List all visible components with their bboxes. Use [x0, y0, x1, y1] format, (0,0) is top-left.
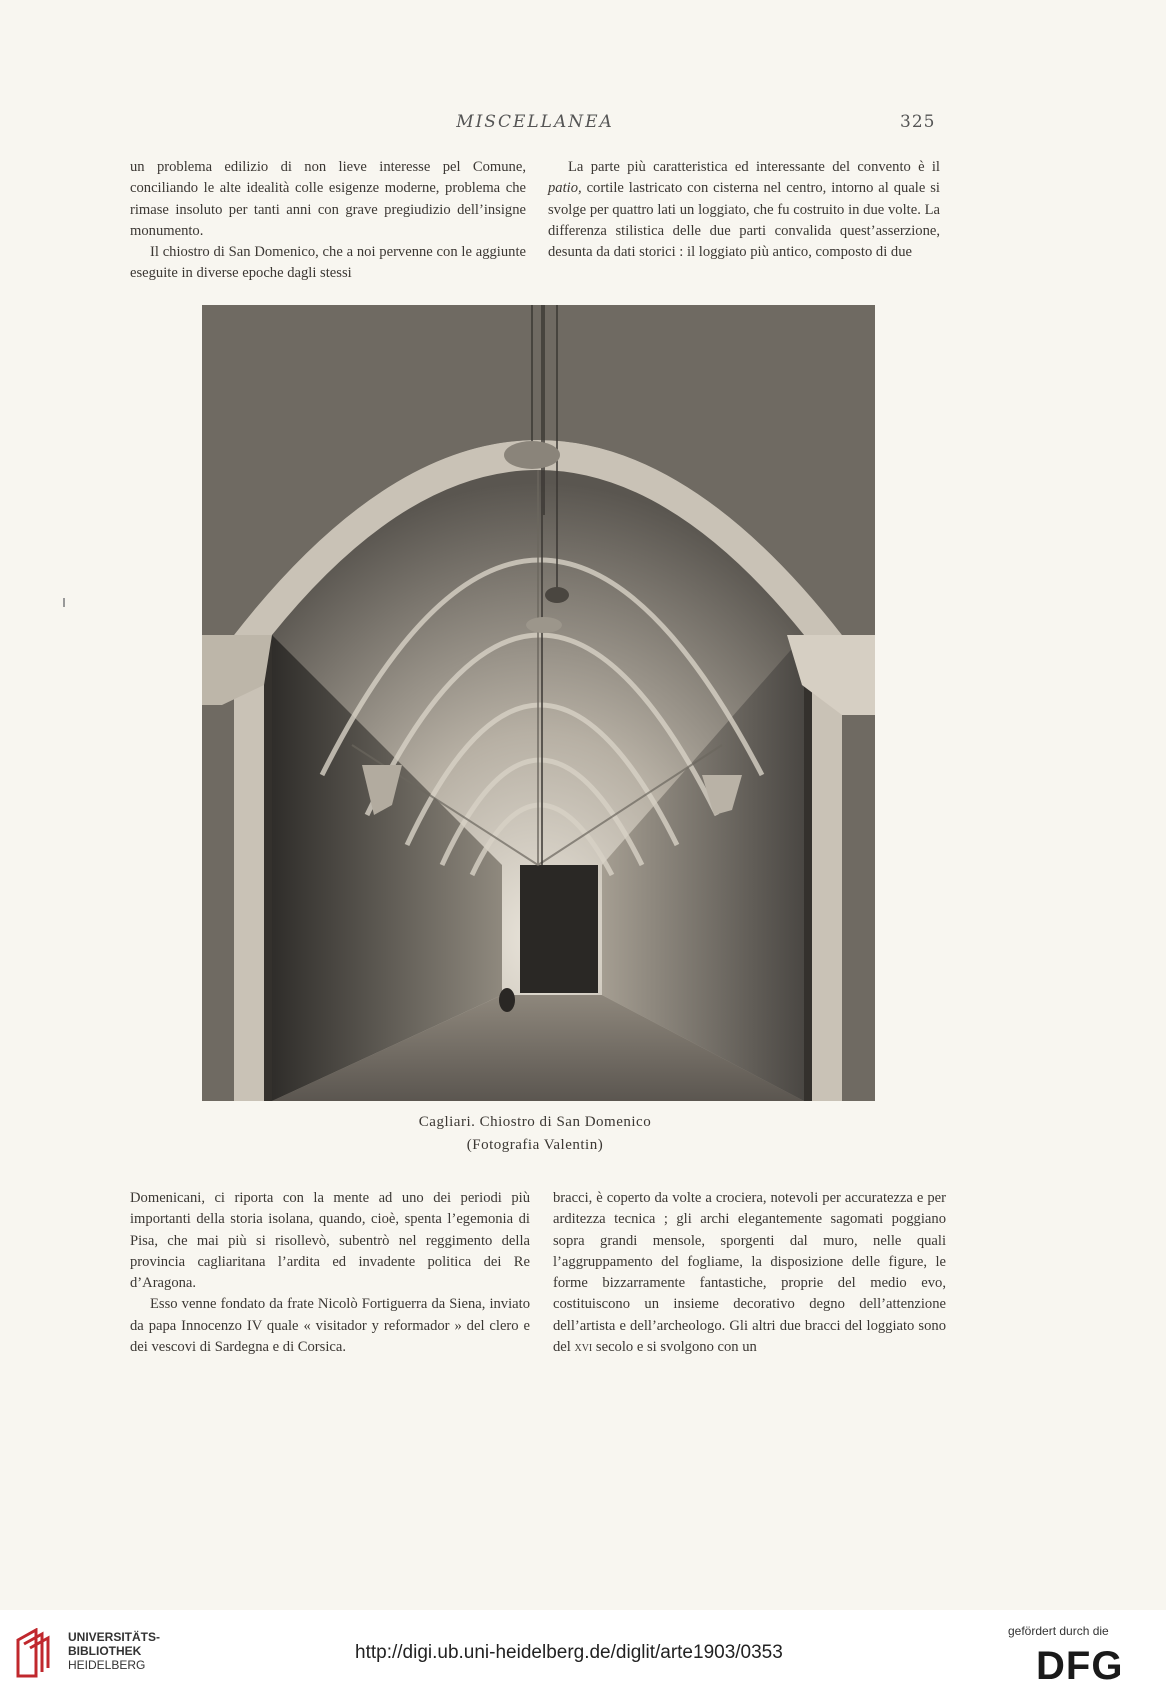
paragraph-text: secolo e si svolgono con un: [592, 1339, 757, 1356]
century-numeral: xvi: [574, 1339, 593, 1356]
margin-mark: [63, 598, 65, 607]
paragraph-text: bracci, è coperto da volte a crociera, notevoli per accuratezza e per arditezza tecnica ; gli archi elegantemente sagomati poggiano sopra grandi mensole, sporgenti dal muro, nelle quali l’aggruppamento del fogliame, la disposizione delle figure, le forme bizzarramente fantastiche, proprie del medio evo, costituiscono un insieme decorativo degno dell’attenzione dell’artista e dell’archeologo. Gli altri due bracci del loggiato sono del: [553, 1190, 946, 1356]
text-column-bottom-left: [130, 1188, 530, 1358]
paragraph: [553, 1188, 946, 1358]
paragraph: Esso venne fondato da frate Nicolò Fortiguerra da Siena, inviato da papa Innocenzo IV quale « visitador y reformador » del clero e dei vescovi di Sardegna e di Corsica.: [130, 1296, 530, 1356]
library-name: [68, 1630, 160, 1672]
paragraph: [548, 157, 940, 263]
text-column-bottom-right: [553, 1188, 946, 1358]
photo-credit: (Fotografia Valentin): [466, 1137, 604, 1153]
paragraph: Domenicani, ci riporta con la mente ad uno dei periodi più importanti della storia isolana, quando, cioè, spenta l’egemonia di Pisa, che mai più si risollevò, subentrò nel reggimento della provincia cagliaritana l’ardita ed invadente politica dei Re d’Aragona.: [130, 1190, 530, 1292]
paragraph: un problema edilizio di non lieve interesse pel Comune, conciliando le alte idealità colle esigenze moderne, problema che rimase insoluto per tanti anni con grave pregiudizio dell’insigne monumento.: [130, 159, 526, 239]
dfg-logo: DFG: [1036, 1644, 1124, 1688]
running-title: MISCELLANEA: [456, 112, 614, 132]
cloister-photograph: [202, 305, 875, 1101]
library-name-line: UNIVERSITÄTS-: [68, 1630, 161, 1644]
paragraph-text: cortile lastricato con cisterna nel centro, intorno al quale si svolge per quattro lati un loggiato, che fu costruito in due volte. La differenza stilistica delle due parti convalida quest’asserzione, desunta da dati storici : il loggiato più antico, composto di due: [548, 180, 940, 261]
cloister-illustration: [202, 305, 875, 1101]
text-column-top-right: [548, 157, 940, 263]
running-head: [0, 112, 1166, 136]
figure-caption: Cagliari. Chiostro di San Domenico: [418, 1114, 652, 1130]
page-number: 325: [900, 112, 936, 132]
funding-label: gefördert durch die: [1008, 1624, 1109, 1638]
paragraph-text: La parte più caratteristica ed interessante del convento è il: [568, 159, 940, 175]
text-column-top-left: [130, 157, 526, 285]
permalink-url[interactable]: http://digi.ub.uni-heidelberg.de/diglit/arte1903/0353: [355, 1642, 783, 1663]
digitization-footer: [0, 1610, 1166, 1696]
university-library-logo-icon: [14, 1628, 60, 1678]
library-name-line: BIBLIOTHEK: [68, 1644, 142, 1658]
paragraph: Il chiostro di San Domenico, che a noi pervenne con le aggiunte eseguite in diverse epoche dagli stessi: [130, 244, 526, 282]
italic-term: patio,: [548, 180, 582, 197]
library-name-line: HEIDELBERG: [68, 1658, 146, 1672]
